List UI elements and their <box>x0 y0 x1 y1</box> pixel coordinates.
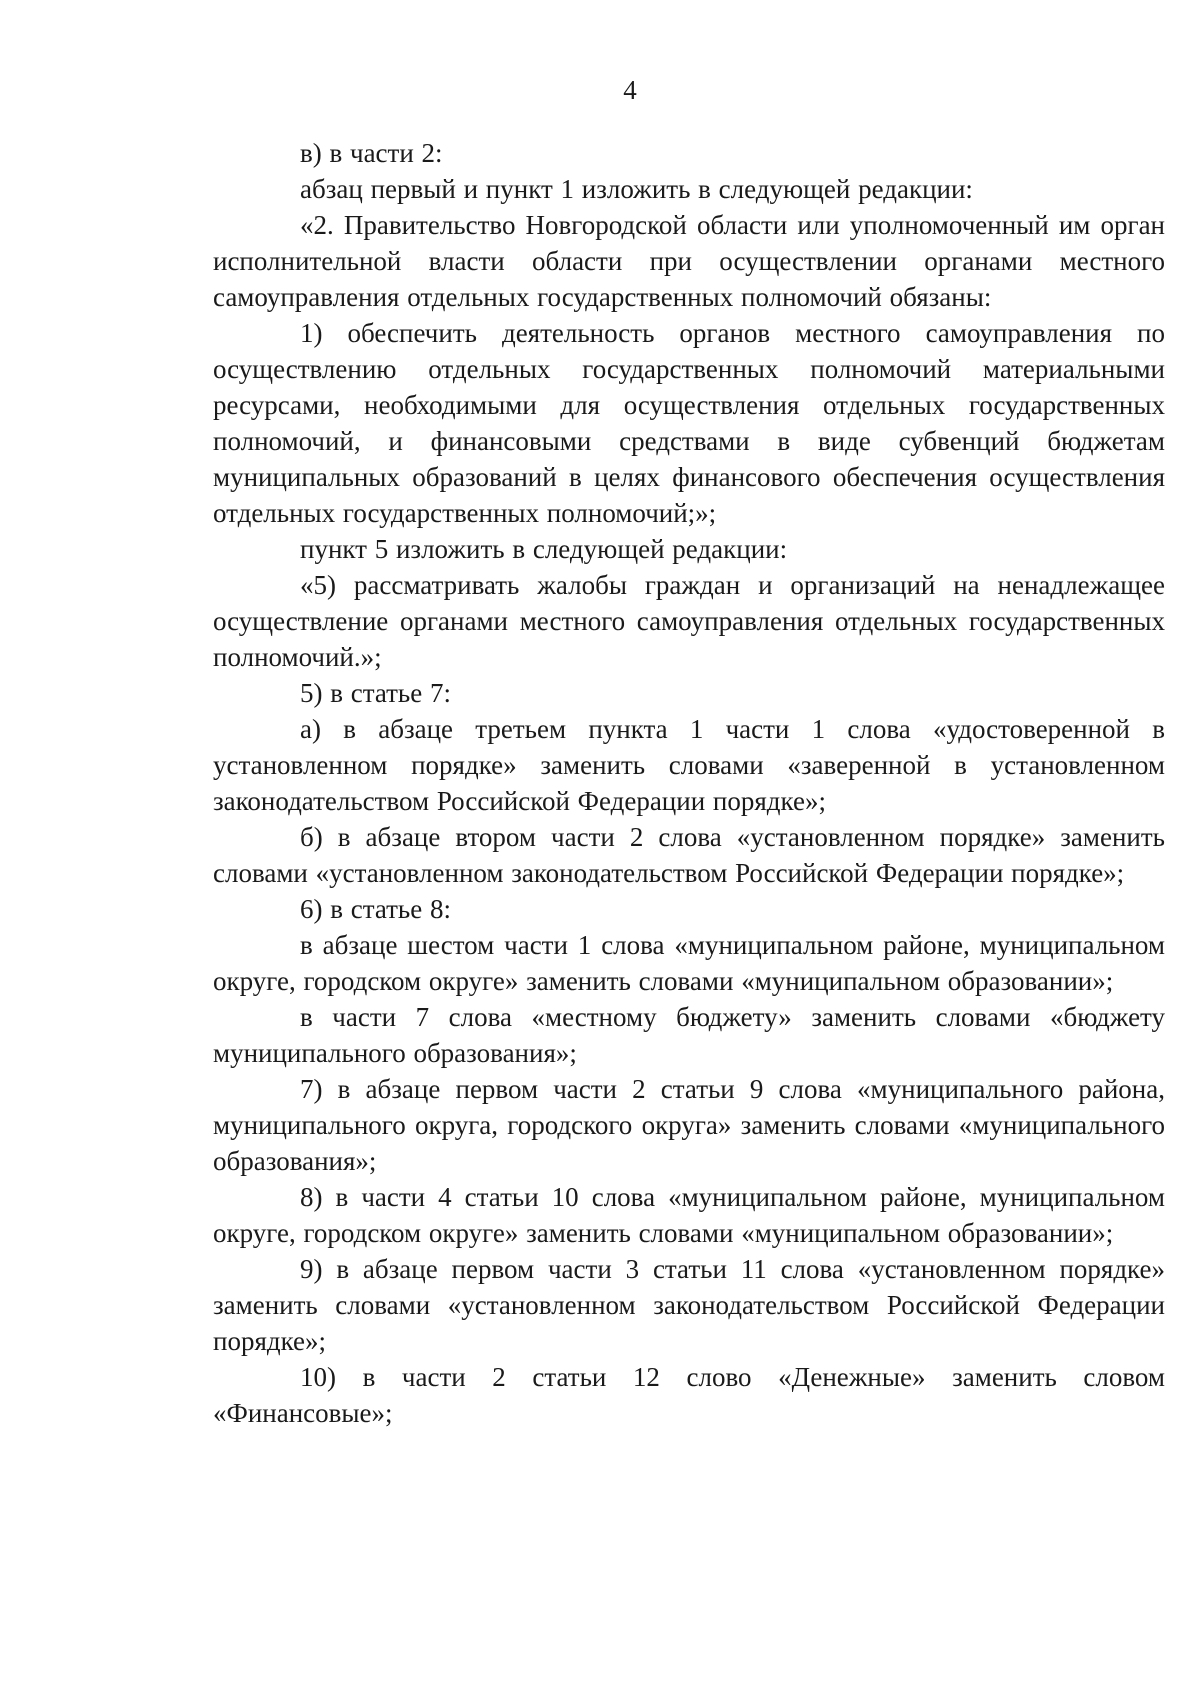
paragraph-item-1: 1) обеспечить деятельность органов местного самоуправления по осуществлению отдельных государственных полномочий материальными ресурсами, необходимыми для осуществления отдельных государственных полномочий, и финансовыми средствами в виде субвенций бюджетам муниципальных образований в целях финансового обеспечения осуществления отдельных государственных полномочий;»; <box>213 318 1165 528</box>
paragraph-article-11: 9) в абзаце первом части 3 статьи 11 слова «установленном порядке» заменить словами «установленном законодательством Российской Федерации порядке»; <box>213 1254 1165 1356</box>
page-number: 4 <box>623 75 637 105</box>
paragraph-item-5-quote: «5) рассматривать жалобы граждан и организаций на ненадлежащее осуществление органами местного самоуправления отдельных государственных полномочий.»; <box>213 570 1165 672</box>
document-body <box>213 135 1165 1431</box>
paragraph-v-part-2: в) в части 2: <box>300 138 443 168</box>
paragraph-first-abzac: абзац первый и пункт 1 изложить в следующей редакции: <box>300 174 973 204</box>
paragraph-article-8-part-1: в абзаце шестом части 1 слова «муниципальном районе, муниципальном округе, городском округе» заменить словами «муниципальном образовании»; <box>213 930 1165 996</box>
paragraph-quote-part-2: «2. Правительство Новгородской области или уполномоченный им орган исполнительной власти области при осуществлении органами местного самоуправления отдельных государственных полномочий обязаны: <box>213 210 1165 312</box>
paragraph-article-8: 6) в статье 8: <box>300 894 451 924</box>
paragraph-article-10: 8) в части 4 статьи 10 слова «муниципальном районе, муниципальном округе, городском округе» заменить словами «муниципальном образовании»; <box>213 1182 1165 1248</box>
paragraph-article-7-a: а) в абзаце третьем пункта 1 части 1 слова «удостоверенной в установленном порядке» заменить словами «заверенной в установленном законодательством Российской Федерации порядке»; <box>213 714 1165 816</box>
paragraph-item-5-intro: пункт 5 изложить в следующей редакции: <box>300 534 788 564</box>
paragraph-article-7: 5) в статье 7: <box>300 678 451 708</box>
paragraph-article-12: 10) в части 2 статьи 12 слово «Денежные» заменить словом «Финансовые»; <box>213 1362 1165 1428</box>
paragraph-article-8-part-7: в части 7 слова «местному бюджету» заменить словами «бюджету муниципального образования»; <box>213 1002 1165 1068</box>
paragraph-article-9: 7) в абзаце первом части 2 статьи 9 слова «муниципального района, муниципального округа, городского округа» заменить словами «муниципального образования»; <box>213 1074 1165 1176</box>
paragraph-article-7-b: б) в абзаце втором части 2 слова «установленном порядке» заменить словами «установленном законодательством Российской Федерации порядке»; <box>213 822 1165 888</box>
